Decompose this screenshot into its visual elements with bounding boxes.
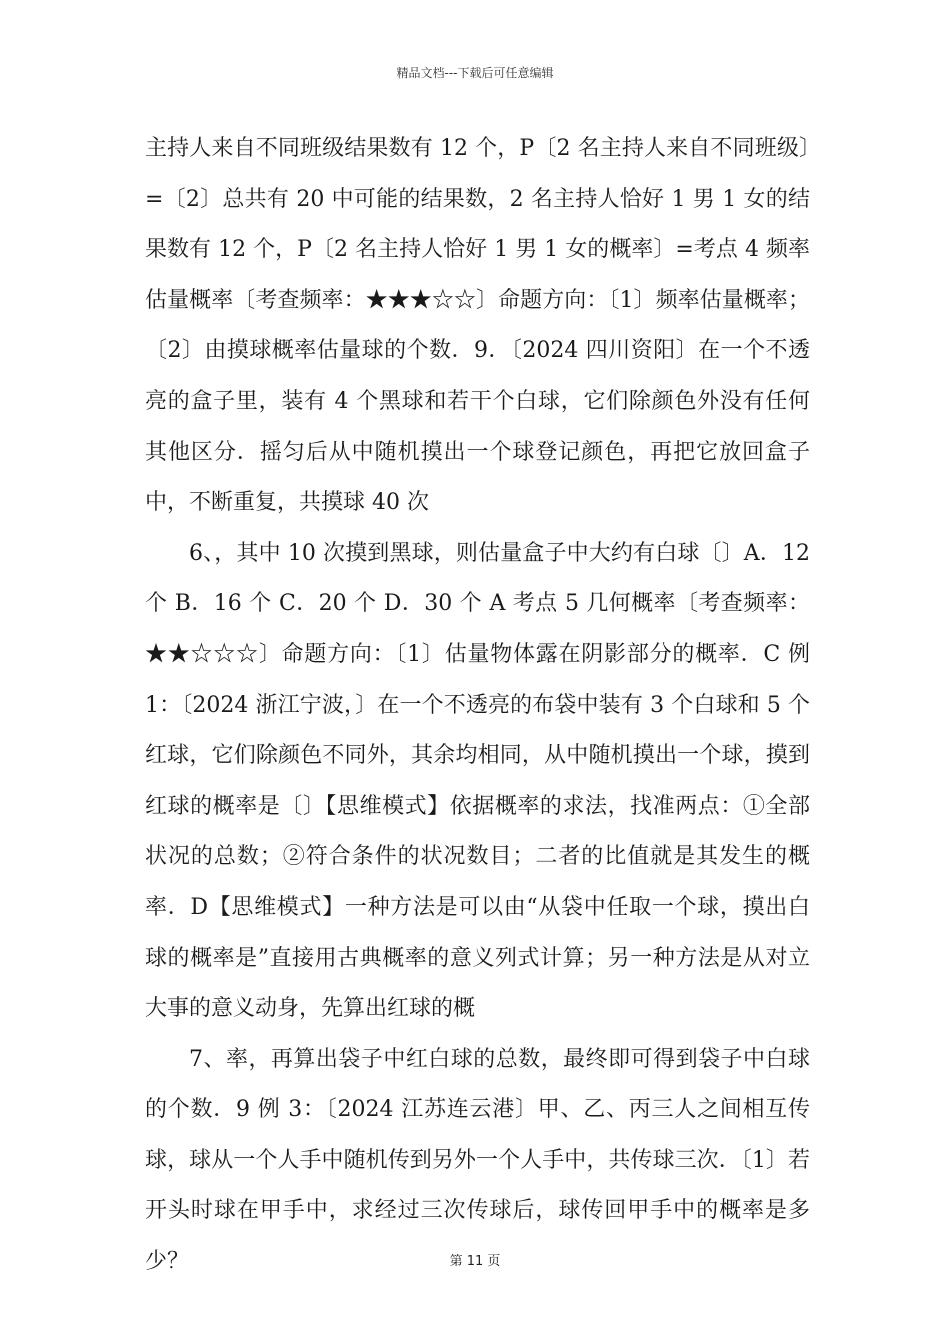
paragraph-3: 7、率，再算出袋子中红白球的总数，最终即可得到袋子中白球的个数．9 例 3：〔2024 江苏连云港〕甲、乙、丙三人之间相互传球，球从一个人手中随机传到另外一个人手中，共传球三次．〔1〕若开头时球在甲手中，求经过三次传球后，球传回甲手中的概率是多少？ xyxy=(145,1046,810,1275)
paragraph-2: 6、，其中 10 次摸到黑球，则估量盒子中大约有白球〔〕A．12 个 B．16 个 C．20 个 D．30 个 A 考点 5 几何概率〔考查频率：★★☆☆☆〕命题方向：〔1〕估量物体露在阴影部分的概率．C 例 1：〔2024 浙江宁波，〕在一个不透亮的布袋中装有 3 个白球和 5 个红球，它们除颜色不同外，其余均相同，从中随机摸出一个球，摸到红球的概率是〔〕【思维模式】依据概率的求法，找准两点：①全部状况的总数；②符合条件的状况数目；二者的比值就是其发生的概率．D【思维模式】一种方法是可以由“从袋中任取一个球，摸出白球的概率是”直接用古典概率的意义列式计算；另一种方法是从对立大事的意义动身，先算出红球的概 xyxy=(145,540,810,1022)
page-number: 第 11 页 xyxy=(449,1254,501,1269)
document-body xyxy=(145,124,810,1288)
paragraph-1: 主持人来自不同班级结果数有 12 个，P〔2 名主持人来自不同班级〕=〔2〕总共有 20 中可能的结果数，2 名主持人恰好 1 男 1 女的结果数有 12 个，P〔2 名主持人恰好 1 男 1 女的概率〕=考点 4 频率估量概率〔考查频率：★★★☆☆〕命题方向：〔1〕频率估量概率；〔2〕由摸球概率估量球的个数．9．〔2024 四川资阳〕在一个不透亮的盒子里，装有 4 个黑球和若干个白球，它们除颜色外没有任何其他区分．摇匀后从中随机摸出一个球登记颜色，再把它放回盒子中，不断重复，共摸球 40 次 xyxy=(145,136,810,516)
page-header: 精品文档---下载后可任意编辑 xyxy=(396,66,554,80)
